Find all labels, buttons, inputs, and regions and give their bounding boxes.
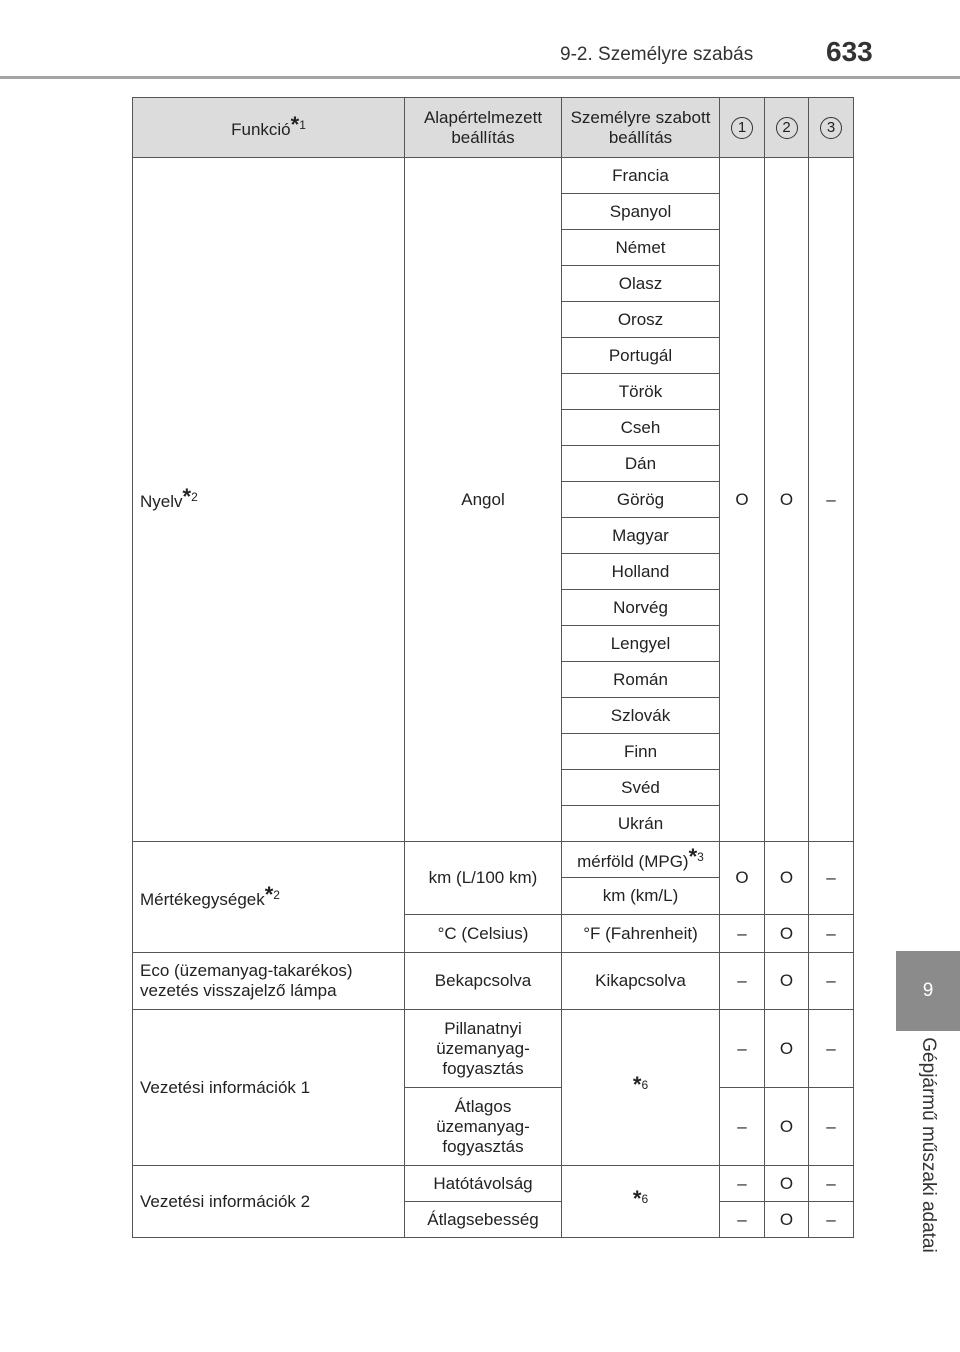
drive1-b-col-1: – xyxy=(720,1088,765,1166)
drive1-custom xyxy=(562,1010,720,1166)
header-col-1 xyxy=(720,98,765,158)
table-header-row xyxy=(133,98,854,158)
eco-col-3: – xyxy=(809,953,854,1010)
language-option: Német xyxy=(562,230,720,266)
language-col-1: O xyxy=(720,158,765,842)
language-option: Szlovák xyxy=(562,698,720,734)
language-option: Ukrán xyxy=(562,806,720,842)
units-temp-custom: °F (Fahrenheit) xyxy=(562,915,720,953)
drive2-a-col-2: O xyxy=(765,1166,809,1202)
header-custom: Személyre szabott beállítás xyxy=(562,98,720,158)
eco-custom: Kikapcsolva xyxy=(562,953,720,1010)
table-row xyxy=(133,1166,854,1202)
chapter-label: Gépjármű műszaki adatai xyxy=(918,1037,939,1253)
footnote-star: * xyxy=(264,881,274,907)
footnote-star: * xyxy=(688,844,698,869)
circled-number-2: 2 xyxy=(776,117,798,139)
drive2-a-default: Hatótávolság xyxy=(405,1166,562,1202)
drive1-b-default: Átlagos üzemanyag-fogyasztás xyxy=(405,1088,562,1166)
language-option: Török xyxy=(562,374,720,410)
table-row xyxy=(133,842,854,878)
language-option: Magyar xyxy=(562,518,720,554)
language-option: Lengyel xyxy=(562,626,720,662)
page-number: 633 xyxy=(826,36,873,67)
drive1-a-col-1: – xyxy=(720,1010,765,1088)
language-option: Dán xyxy=(562,446,720,482)
drive2-a-col-3: – xyxy=(809,1166,854,1202)
footnote-number: 6 xyxy=(641,1192,649,1206)
table-row xyxy=(133,953,854,1010)
drive1-b-col-2: O xyxy=(765,1088,809,1166)
drive2-b-col-3: – xyxy=(809,1202,854,1238)
footnote-star: * xyxy=(290,112,300,137)
language-default: Angol xyxy=(405,158,562,842)
units-temp-col-1: – xyxy=(720,915,765,953)
language-option: Portugál xyxy=(562,338,720,374)
language-option: Norvég xyxy=(562,590,720,626)
drive1-a-default: Pillanatnyi üzemanyag-fogyasztás xyxy=(405,1010,562,1088)
units-temp-col-2: O xyxy=(765,915,809,953)
units-label: Mértékegységek xyxy=(140,889,265,909)
header-function xyxy=(133,98,405,158)
table-row xyxy=(133,1010,854,1088)
language-option: Finn xyxy=(562,734,720,770)
language-option: Román xyxy=(562,662,720,698)
eco-default: Bekapcsolva xyxy=(405,953,562,1010)
language-option: Görög xyxy=(562,482,720,518)
language-function xyxy=(133,158,405,842)
footnote-number: 2 xyxy=(191,490,198,504)
units-distance-default: km (L/100 km) xyxy=(405,842,562,915)
units-temp-default: °C (Celsius) xyxy=(405,915,562,953)
drive1-a-col-3: – xyxy=(809,1010,854,1088)
footnote-star: * xyxy=(632,1186,642,1211)
language-option: Olasz xyxy=(562,266,720,302)
drive2-custom xyxy=(562,1166,720,1238)
header-col-3 xyxy=(809,98,854,158)
language-option: Cseh xyxy=(562,410,720,446)
language-label: Nyelv xyxy=(140,492,183,511)
language-option: Orosz xyxy=(562,302,720,338)
units-distance-col-3: – xyxy=(809,842,854,915)
drive2-b-col-2: O xyxy=(765,1202,809,1238)
language-col-2: O xyxy=(765,158,809,842)
eco-col-1: – xyxy=(720,953,765,1010)
units-distance-col-1: O xyxy=(720,842,765,915)
language-option: Francia xyxy=(562,158,720,194)
footnote-number: 3 xyxy=(697,850,704,864)
header-col-2 xyxy=(765,98,809,158)
units-function xyxy=(133,842,405,953)
language-option: Holland xyxy=(562,554,720,590)
language-option: Svéd xyxy=(562,770,720,806)
drive1-a-col-2: O xyxy=(765,1010,809,1088)
eco-col-2: O xyxy=(765,953,809,1010)
footnote-number: 6 xyxy=(641,1078,649,1092)
drive1-b-col-3: – xyxy=(809,1088,854,1166)
chapter-number: 9 xyxy=(922,980,934,1001)
footnote-number: 2 xyxy=(273,887,280,902)
footnote-star: * xyxy=(182,484,192,509)
drive2-a-col-1: – xyxy=(720,1166,765,1202)
drive2-b-default: Átlagsebesség xyxy=(405,1202,562,1238)
circled-number-3: 3 xyxy=(820,117,842,139)
settings-table xyxy=(132,97,854,1238)
drive2-function: Vezetési információk 2 xyxy=(133,1166,405,1238)
table-row xyxy=(133,158,854,194)
chapter-tab xyxy=(896,951,960,1031)
units-distance-option xyxy=(562,842,720,878)
footnote-number: 1 xyxy=(299,118,306,132)
drive2-b-col-1: – xyxy=(720,1202,765,1238)
drive1-function: Vezetési információk 1 xyxy=(133,1010,405,1166)
language-col-3: – xyxy=(809,158,854,842)
header-default: Alapértelmezett beállítás xyxy=(405,98,562,158)
header-function-label: Funkció xyxy=(231,120,291,139)
header-rule xyxy=(0,76,960,79)
units-temp-col-3: – xyxy=(809,915,854,953)
footnote-star: * xyxy=(632,1072,642,1097)
circled-number-1: 1 xyxy=(731,117,753,139)
units-distance-col-2: O xyxy=(765,842,809,915)
language-option: Spanyol xyxy=(562,194,720,230)
section-title: 9-2. Személyre szabás xyxy=(560,44,754,65)
eco-function: Eco (üzemanyag-takarékos) vezetés visszajelző lámpa xyxy=(133,953,405,1010)
units-distance-option: km (km/L) xyxy=(562,878,720,915)
units-mpg-label: mérföld (MPG) xyxy=(577,852,689,871)
